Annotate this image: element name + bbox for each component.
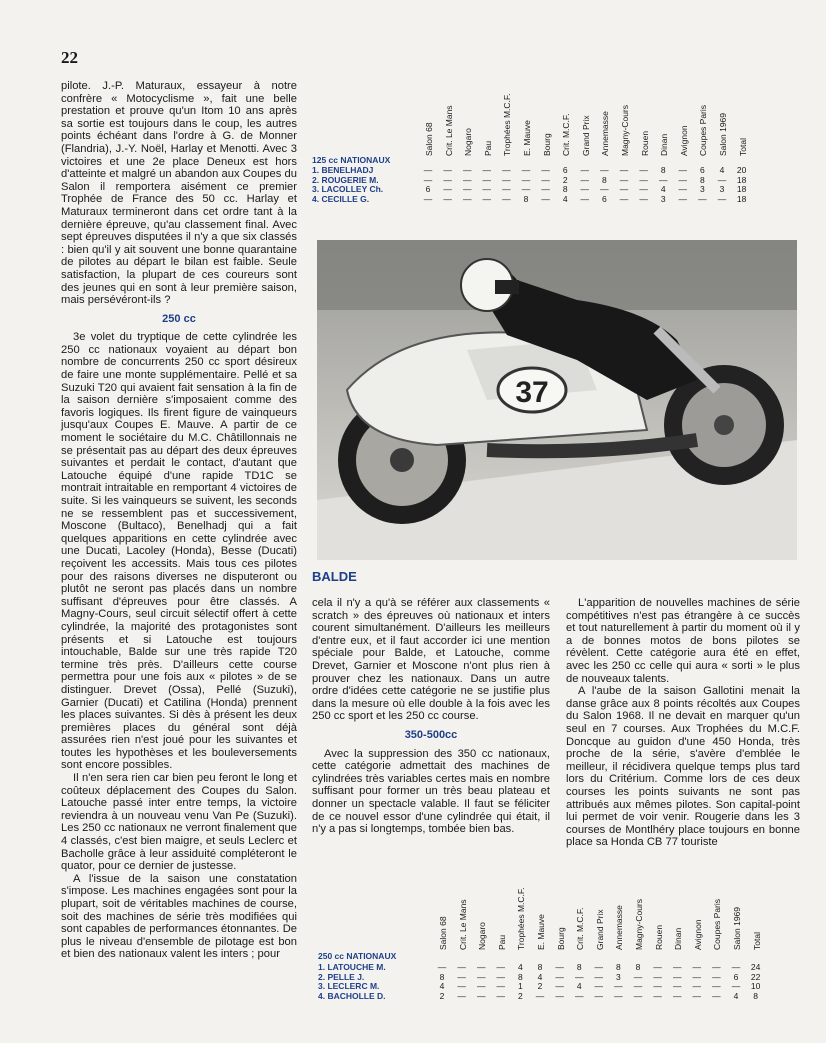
table-cell: — <box>639 193 648 204</box>
column-header: Grand Prix <box>580 115 591 156</box>
results-table-125cc <box>312 76 802 206</box>
table-cell: 2 <box>439 990 445 1001</box>
column-header: Magny-Cours <box>634 898 644 950</box>
table-cell: 6 <box>602 193 607 204</box>
column-header: Total <box>737 138 748 156</box>
column-3 <box>566 597 800 849</box>
column-header: Salon 1969 <box>718 112 728 156</box>
table-cell: — <box>482 193 492 204</box>
table-cell: — <box>521 165 531 175</box>
column-header: Annemasse <box>600 111 611 156</box>
table-cell: 4 <box>733 990 739 1001</box>
table-cell: — <box>482 184 492 194</box>
table-cell: 4 <box>660 184 666 194</box>
table-cell: 8 <box>562 184 568 194</box>
table-cell: — <box>423 165 433 175</box>
column-header: Nogaro <box>477 922 488 950</box>
paragraph: Il n'en sera rien car bien peu feront le long et coûteux déplacement des Coupes du Salon. Latouche passé inter entre temps, la victoire reviendra à un nouveau venu Van Pe (Suzuki). Les 250 cc nationaux ne verront finalement que 4 classés, c'est bien maigre, et seuls Leclerc et Bacholle grâce à leur assiduité compléteront le quator, pour ce dernier de justesse. <box>61 772 297 873</box>
table-cell: — <box>496 962 506 972</box>
rider-name: 2. PELLE J. <box>318 971 365 982</box>
table-cell: 6 <box>733 971 739 982</box>
column-2 <box>312 597 550 836</box>
table-row <box>318 962 808 971</box>
table-cell: — <box>731 962 741 972</box>
rider-name: 3. LACOLLEY Ch. <box>312 184 384 194</box>
table-cell: — <box>580 184 590 194</box>
table-row <box>312 165 802 174</box>
results-table-250cc <box>318 870 808 1005</box>
rider-name: 4. BACHOLLE D. <box>318 990 386 1001</box>
table-cell: 8 <box>660 165 666 175</box>
column-header: Avignon <box>678 125 689 156</box>
table-cell: — <box>678 174 688 185</box>
table-cell: — <box>502 184 511 194</box>
table-cell: — <box>580 165 590 175</box>
column-header: Rouen <box>653 924 664 950</box>
table-cell: — <box>502 174 511 185</box>
table-cell: — <box>476 990 486 1001</box>
column-header: Salon 1969 <box>732 906 742 950</box>
table-cell: — <box>672 981 682 991</box>
motorcycle-racer-photo <box>317 240 797 560</box>
table-cell: 24 <box>750 962 761 972</box>
table-cell: 18 <box>736 193 747 204</box>
column-header: Bourg <box>541 133 552 156</box>
table-cell: 8 <box>537 962 543 972</box>
table-cell: — <box>692 990 702 1001</box>
table-cell: — <box>672 962 682 972</box>
table-cell: — <box>678 193 688 204</box>
table-cell: — <box>476 981 486 991</box>
column-header: Avignon <box>692 919 703 950</box>
table-cell: 4 <box>562 193 568 204</box>
table-cell: — <box>541 184 550 194</box>
table-cell: — <box>502 165 511 175</box>
table-cell: 4 <box>518 962 523 972</box>
column-header: Annemasse <box>614 905 625 950</box>
table-category: 250 cc NATIONAUX <box>318 951 397 961</box>
paragraph-intro: pilote. J.-P. Maturaux, essayeur à notre confrère « Motocyclisme », fait une belle prestation et prouve qu'un Itom 10 ans après sa sortie est toujours dans le coup, les autres points échéant dans l'ordre à G. de Monner (Flandria), J.-Y. Noël, Harlay et Menotti. Avec 3 victoires et une 2e place Deneux est hors d'atteinte et malgré un abandon aux Coupes du Salon il remportera aisément ce premier Trophée de France des 50 cc. Harlay et Maturaux termineront dans cet ordre tant à la dernière épreuve, qu'au classement final. Avec sept épreuves disputées il n'y a que six classés : bien qu'il y ait souvent une bonne quarantaine de pilotes au départ le bilan est faible. Seule satisfaction, la plupart de ces coureurs sont des jeunes qui en sont à leur première saison, mais persévéront-ils ? <box>61 80 297 307</box>
column-header: E. Mauve <box>536 914 546 950</box>
paragraph: 3e volet du tryptique de cette cylindrée les 250 cc nationaux voyaient au départ bon nombre de concurrents 250 cc sport désireux de faire une monte supplémentaire. Pellé et sa Suzuki T20 qui avaient fait sensation à la fin de la saison dernière s'imposaient comme des favoris logiques. Ils firent figure de vainqueurs jusqu'aux Coupes E. Mauve. A partir de ce moment le sociétaire du M.C. Châtillonnais ne se présentait pas au départ des deux épreuves suivantes et perdait le contact, d'autant que Latouche équipé d'une rapide TD1C se montrait intraitable en remportant 4 victoires de suite. Si les vainqueurs se suivent, les seconds ne se ressemblent pas et successivement, Moscone (Bultaco), Benelhadj qui a fait quelques apparitions en cette cylindrée avec une Ducati, Lacoley (Honda), Besse (Ducati) reçoivent les accessits. Mais tous ces pilotes pour des raisons diverses ne disputeront ou plutôt ne seront pas placés dans un nombre suffisant d'épreuves pour être classés. A Magny-Cours, seul circuit sélectif offert à cette cylindrée, la majorité des protagonistes sont présents et si Latouche est toujours intouchable, Balde sur une très rapide T20 termine très près. D'ailleurs cette course permettra pour une fois aux « pilotes » de se distinguer. Drevet (Ossa), Pellé (Suzuki), Garnier (Ducati) et Catilina (Honda) prennent les places suivantes. Si dès à présent les deux premières places du général sont déjà assurées rien n'est joué pour les suivantes et toutes les hypothèses et les bouleversements sont encore possibles. <box>61 331 297 772</box>
table-cell: — <box>443 184 452 194</box>
table-row <box>318 981 808 990</box>
table-cell: — <box>639 184 648 194</box>
table-cell: — <box>574 990 584 1001</box>
table-cell: — <box>658 174 668 185</box>
column-1 <box>61 80 297 961</box>
table-cell: — <box>555 990 564 1001</box>
table-cell: — <box>600 184 609 194</box>
table-cell: — <box>633 971 643 982</box>
table-cell: — <box>712 981 721 991</box>
table-cell: 2 <box>518 990 523 1001</box>
column-header: Salon 68 <box>438 916 448 950</box>
table-cell: — <box>457 990 466 1001</box>
table-cell: 6 <box>425 184 431 194</box>
table-cell: — <box>496 971 506 982</box>
column-header: Bourg <box>555 927 566 950</box>
table-cell: — <box>457 971 466 982</box>
table-cell: — <box>600 165 609 175</box>
table-cell: — <box>423 193 433 204</box>
table-cell: — <box>639 174 648 185</box>
table-cell: — <box>457 981 466 991</box>
table-cell: 8 <box>439 971 445 982</box>
table-cell: — <box>535 990 545 1001</box>
table-cell: 10 <box>750 981 761 991</box>
paragraph: L'apparition de nouvelles machines de série compétitives n'est pas étrangère à ce succès et tout naturellement à partir du moment où il y a de bonnes motos de bons pilotes se révèlent. Cette catégorie aura été en effet, avec les 250 cc celle qui aura « sorti » le plus de nouveaux talents. <box>566 597 800 685</box>
table-cell: 18 <box>736 184 747 194</box>
column-header: Nogaro <box>463 128 474 156</box>
table-cell: — <box>692 962 702 972</box>
table-cell: — <box>731 981 741 991</box>
table-cell: 4 <box>439 981 445 991</box>
column-header: Crit. M.C.F. <box>561 113 572 156</box>
table-cell: — <box>502 193 511 204</box>
table-cell: — <box>692 971 702 982</box>
table-cell: — <box>717 193 727 204</box>
section-heading-250cc: 250 cc <box>162 312 196 325</box>
table-cell: — <box>619 193 629 204</box>
table-cell: — <box>437 962 447 972</box>
table-cell: — <box>555 962 564 972</box>
table-cell: — <box>717 174 727 185</box>
rider-name: 2. ROUGERIE M. <box>312 174 379 185</box>
table-cell: — <box>619 165 629 175</box>
table-cell: — <box>462 184 472 194</box>
page-number: 22 <box>61 48 78 67</box>
column-header: Salon 68 <box>424 122 434 156</box>
table-cell: — <box>653 971 662 982</box>
table-category: 125 cc NATIONAUX <box>312 155 391 165</box>
table-cell: — <box>692 981 702 991</box>
rider-name: 1. BENELHADJ <box>312 165 374 175</box>
table-cell: 8 <box>518 971 523 982</box>
table-cell: — <box>496 990 506 1001</box>
table-cell: 22 <box>750 971 761 982</box>
column-header: Magny-Cours <box>620 104 630 156</box>
table-cell: — <box>594 981 604 991</box>
paragraph: A l'aube de la saison Gallotini menait la danse grâce aux 8 points récoltés aux Coupes du Salon 1968. Il ne devait en marquer qu'un seul en 7 courses. Aux Trophées du M.C.F. Doncque au guidon d'une 450 Honda, très proche de la série, s'avère d'emblée le meilleur, il récidivera quelque temps plus tard lors du Critérium. Comme lors de ces deux courses les points suivants ne sont pas attribués aux mêmes pilotes. Son capital-point lui permet de voir venir. Rougerie dans les 3 courses de Montlhéry place toujours en bonne place sa Honda CB 77 touriste <box>566 685 800 849</box>
table-cell: — <box>482 174 492 185</box>
table-cell: — <box>653 962 662 972</box>
table-cell: — <box>698 193 707 204</box>
table-cell: — <box>574 971 584 982</box>
table-cell: 20 <box>736 165 747 175</box>
table-cell: 2 <box>537 981 543 991</box>
table-cell: 3 <box>700 184 705 194</box>
table-cell: — <box>541 174 550 185</box>
table-cell: — <box>462 174 472 185</box>
table-cell: 8 <box>523 193 529 204</box>
table-row <box>312 175 802 184</box>
table-cell: — <box>521 184 531 194</box>
table-cell: — <box>580 193 590 204</box>
table-cell: 8 <box>753 990 758 1001</box>
column-header: Trophées M.C.F. <box>516 887 527 950</box>
table-cell: — <box>521 174 531 185</box>
table-cell: 3 <box>616 971 621 982</box>
column-header: Coupes Paris <box>712 898 723 950</box>
column-header: Rouen <box>639 130 650 156</box>
column-header: Crit. M.C.F. <box>575 907 586 950</box>
table-cell: — <box>678 165 688 175</box>
column-header: Pau <box>482 140 493 156</box>
rider-name: 3. LECLERC M. <box>318 981 380 991</box>
table-row <box>318 972 808 981</box>
table-cell: 18 <box>736 174 747 185</box>
table-cell: — <box>580 174 590 185</box>
table-cell: — <box>672 990 682 1001</box>
table-cell: — <box>619 184 629 194</box>
column-header: Crit. Le Mans <box>457 899 468 950</box>
table-cell: — <box>594 971 604 982</box>
table-cell: 8 <box>616 962 621 972</box>
column-header: Coupes Paris <box>698 104 709 156</box>
table-cell: — <box>678 184 688 194</box>
table-cell: — <box>712 962 721 972</box>
column-header: Dinan <box>659 133 670 156</box>
table-cell: — <box>462 193 472 204</box>
table-cell: — <box>639 165 648 175</box>
table-cell: — <box>594 990 604 1001</box>
table-cell: — <box>653 990 662 1001</box>
table-cell: 8 <box>635 962 641 972</box>
table-cell: — <box>443 165 452 175</box>
table-cell: 6 <box>700 165 705 175</box>
table-cell: — <box>541 165 550 175</box>
table-cell: — <box>594 962 604 972</box>
race-number: 37 <box>515 376 549 409</box>
table-cell: — <box>423 174 433 185</box>
table-cell: — <box>555 981 564 991</box>
column-header: E. Mauve <box>522 120 532 156</box>
table-cell: — <box>633 990 643 1001</box>
rider-name: 4. CECILLE G. <box>312 193 370 204</box>
table-cell: 8 <box>700 174 705 185</box>
table-cell: — <box>496 981 506 991</box>
table-cell: 4 <box>719 165 725 175</box>
table-cell: 8 <box>576 962 582 972</box>
table-cell: — <box>712 990 721 1001</box>
column-header: Dinan <box>673 927 684 950</box>
table-cell: 8 <box>602 174 607 185</box>
table-row <box>312 194 802 203</box>
table-cell: 2 <box>562 174 568 185</box>
table-cell: — <box>614 981 623 991</box>
table-cell: — <box>619 174 629 185</box>
column-header: Grand Prix <box>594 909 605 950</box>
column-header: Trophées M.C.F. <box>502 93 513 156</box>
table-cell: — <box>633 981 643 991</box>
table-cell: 3 <box>719 184 725 194</box>
table-cell: 3 <box>660 193 666 204</box>
table-cell: 1 <box>518 981 523 991</box>
table-cell: — <box>541 193 550 204</box>
table-cell: — <box>443 193 452 204</box>
column-header: Pau <box>496 934 507 950</box>
paragraph: Avec la suppression des 350 cc nationaux, cette catégorie admettait des machines de cylindrées très variables certes mais en nombre suffisant pour former un très beau plateau et donner un spectacle valable. Il faut se féliciter de ce nouvel essor d'une cylindrée qui était, il n'y a pas si longtemps, tombée bien bas. <box>312 747 550 836</box>
table-cell: 4 <box>576 981 582 991</box>
table-cell: — <box>457 962 466 972</box>
table-cell: — <box>712 971 721 982</box>
paragraph: A l'issue de la saison une constatation s'impose. Les machines engagées sont pour la plupart, soit de véritables machines de course, soit des machines de série très modifiées qui sont capables de performances étonnantes. De plus le niveau d'ensemble de pilotage est bon et bien des nationaux valent les inters ; pour <box>61 872 297 961</box>
column-header: Crit. Le Mans <box>443 105 454 156</box>
rider-name: 1. LATOUCHE M. <box>318 962 386 972</box>
table-cell: — <box>476 971 486 982</box>
table-cell: — <box>614 990 623 1001</box>
table-cell: — <box>476 962 486 972</box>
section-heading-350-500cc: 350-500cc <box>404 728 458 741</box>
table-cell: — <box>653 981 662 991</box>
table-row <box>312 184 802 193</box>
table-row <box>318 991 808 1000</box>
table-cell: 6 <box>562 165 568 175</box>
table-cell: — <box>482 165 492 175</box>
column-header: Total <box>751 932 762 950</box>
photo-caption: BALDE <box>312 569 357 584</box>
table-cell: — <box>555 971 564 982</box>
paragraph: cela il n'y a qu'à se référer aux classements « scratch » des épreuves où nationaux et inters courent simultanément. D'ailleurs les meilleurs d'entre eux, et il faut accorder ici une mention spéciale pour Balde, et Latouche, comme Drevet, Garnier et Moscone n'ont plus rien à prouver chez les nationaux. Dans un autre ordre d'idées cette catégorie ne se justifie plus dans la mesure où elle double à la fois avec les 250 cc sport et les 250 cc course. <box>312 597 550 723</box>
table-cell: — <box>462 165 472 175</box>
table-cell: — <box>672 971 682 982</box>
table-cell: — <box>443 174 452 185</box>
table-cell: 4 <box>537 971 543 982</box>
